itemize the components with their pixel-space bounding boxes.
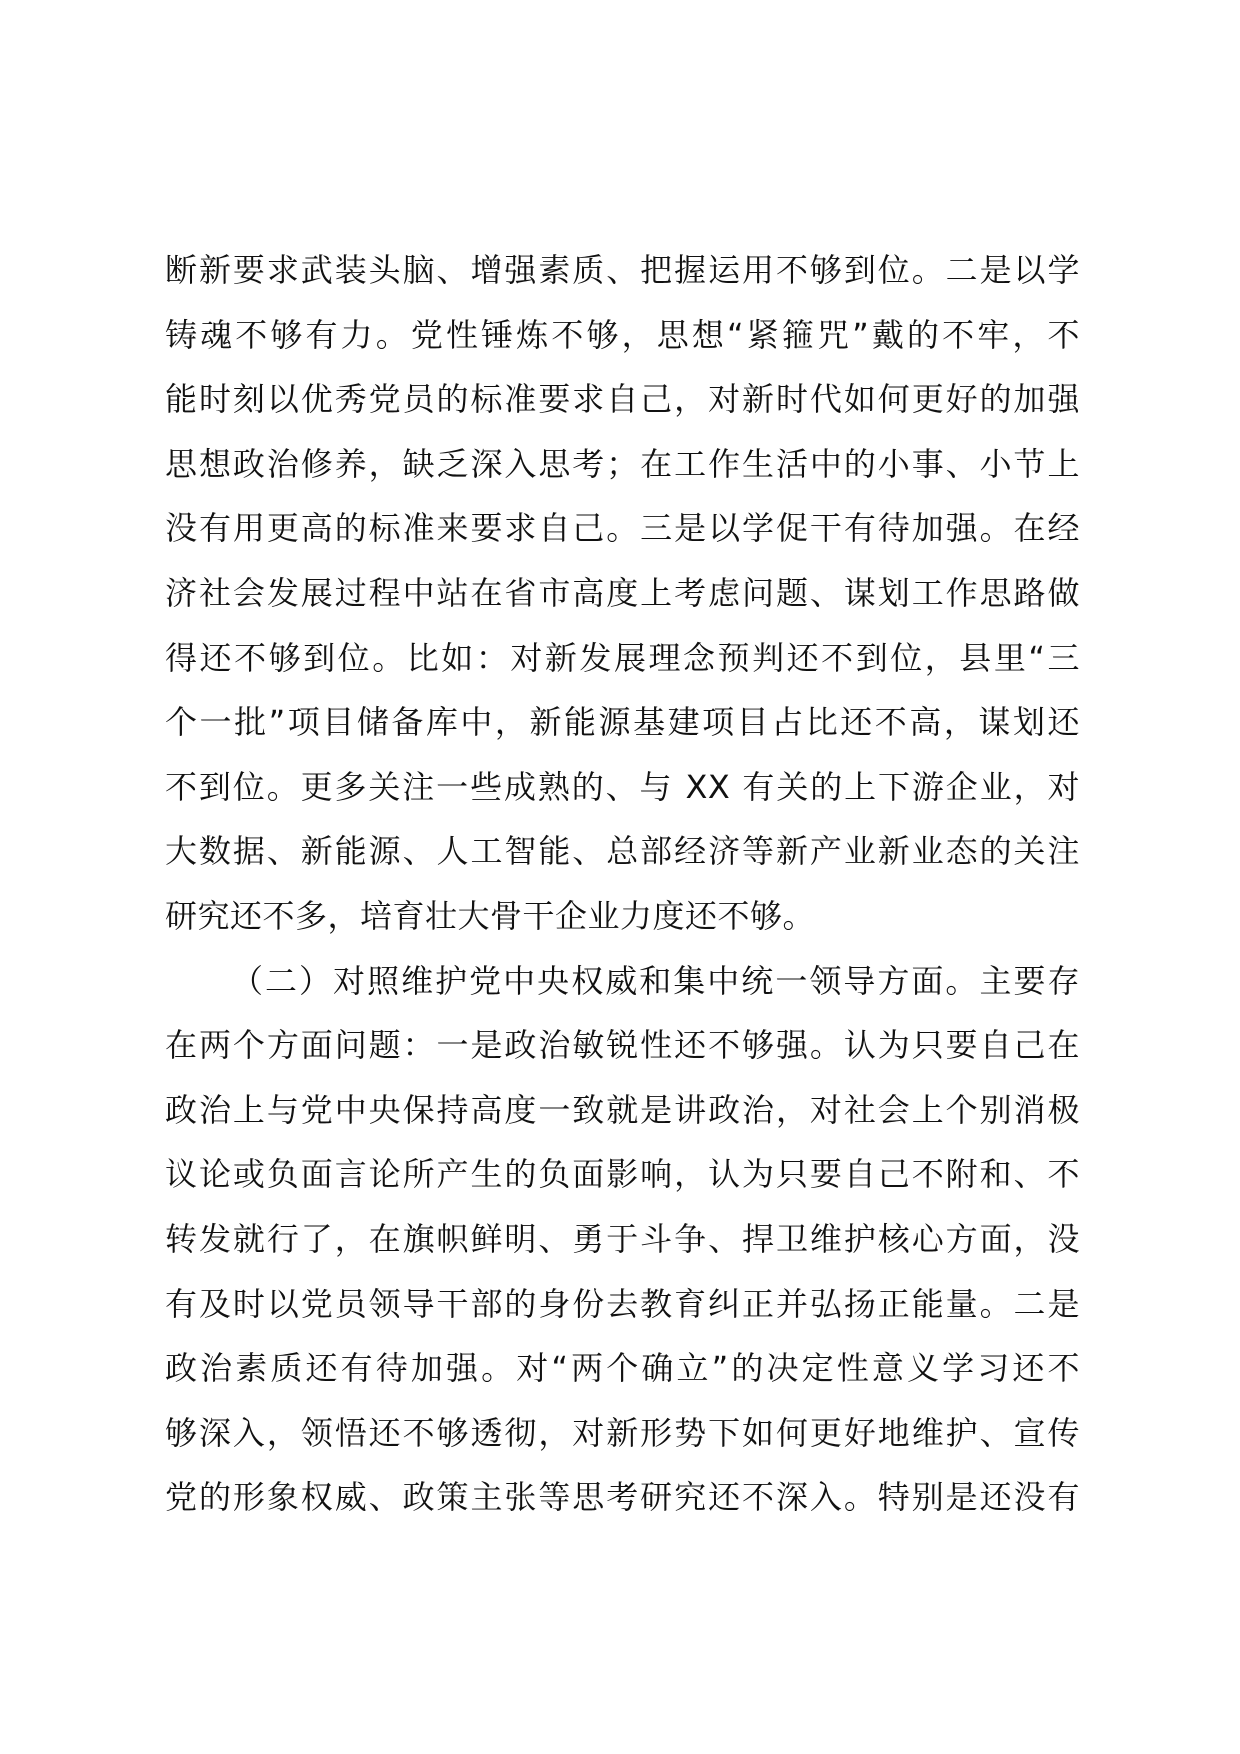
paragraph-last-line: 研究还不多，培育壮大骨干企业力度还不够。 — [165, 896, 816, 935]
text-line: 大数据、新能源、人工智能、总部经济等新产业新业态的关注 — [165, 832, 1080, 871]
text-line: 铸魂不够有力。党性锤炼不够，思想“紧箍咒”戴的不牢，不 — [165, 315, 1080, 354]
text-line: 断新要求武装头脑、增强素质、把握运用不够到位。二是以学 — [165, 251, 1080, 289]
text-line: 政治素质还有待加强。对“两个确立”的决定性意义学习还不 — [165, 1349, 1080, 1388]
text-line: 思想政治修养，缺乏深入思考；在工作生活中的小事、小节上 — [165, 444, 1080, 483]
text-line: 得还不够到位。比如：对新发展理念预判还不到位，县里“三 — [165, 638, 1080, 677]
section-heading-line: （二）对照维护党中央权威和集中统一领导方面。主要存 — [231, 961, 1080, 1000]
text-line: 能时刻以优秀党员的标准要求自己，对新时代如何更好的加强 — [165, 380, 1080, 419]
text-line: 个一批”项目储备库中，新能源基建项目占比还不高，谋划还 — [165, 703, 1080, 742]
text-line: 政治上与党中央保持高度一致就是讲政治，对社会上个别消极 — [165, 1090, 1080, 1129]
text-line: 转发就行了，在旗帜鲜明、勇于斗争、捍卫维护核心方面，没 — [165, 1219, 1080, 1258]
text-line: 议论或负面言论所产生的负面影响，认为只要自己不附和、不 — [165, 1155, 1080, 1194]
text-line: 有及时以党员领导干部的身份去教育纠正并弘扬正能量。二是 — [165, 1284, 1080, 1323]
text-line: 没有用更高的标准来要求自己。三是以学促干有待加强。在经 — [165, 509, 1080, 548]
text-line: 够深入，领悟还不够透彻，对新形势下如何更好地维护、宣传 — [165, 1413, 1080, 1452]
document-body — [165, 238, 1080, 1530]
text-line: 不到位。更多关注一些成熟的、与 XX 有关的上下游企业，对 — [165, 767, 1080, 806]
text-line: 党的形象权威、政策主张等思考研究还不深入。特别是还没有 — [165, 1478, 1080, 1517]
text-line: 济社会发展过程中站在省市高度上考虑问题、谋划工作思路做 — [165, 573, 1080, 612]
text-line: 在两个方面问题：一是政治敏锐性还不够强。认为只要自己在 — [165, 1026, 1080, 1065]
